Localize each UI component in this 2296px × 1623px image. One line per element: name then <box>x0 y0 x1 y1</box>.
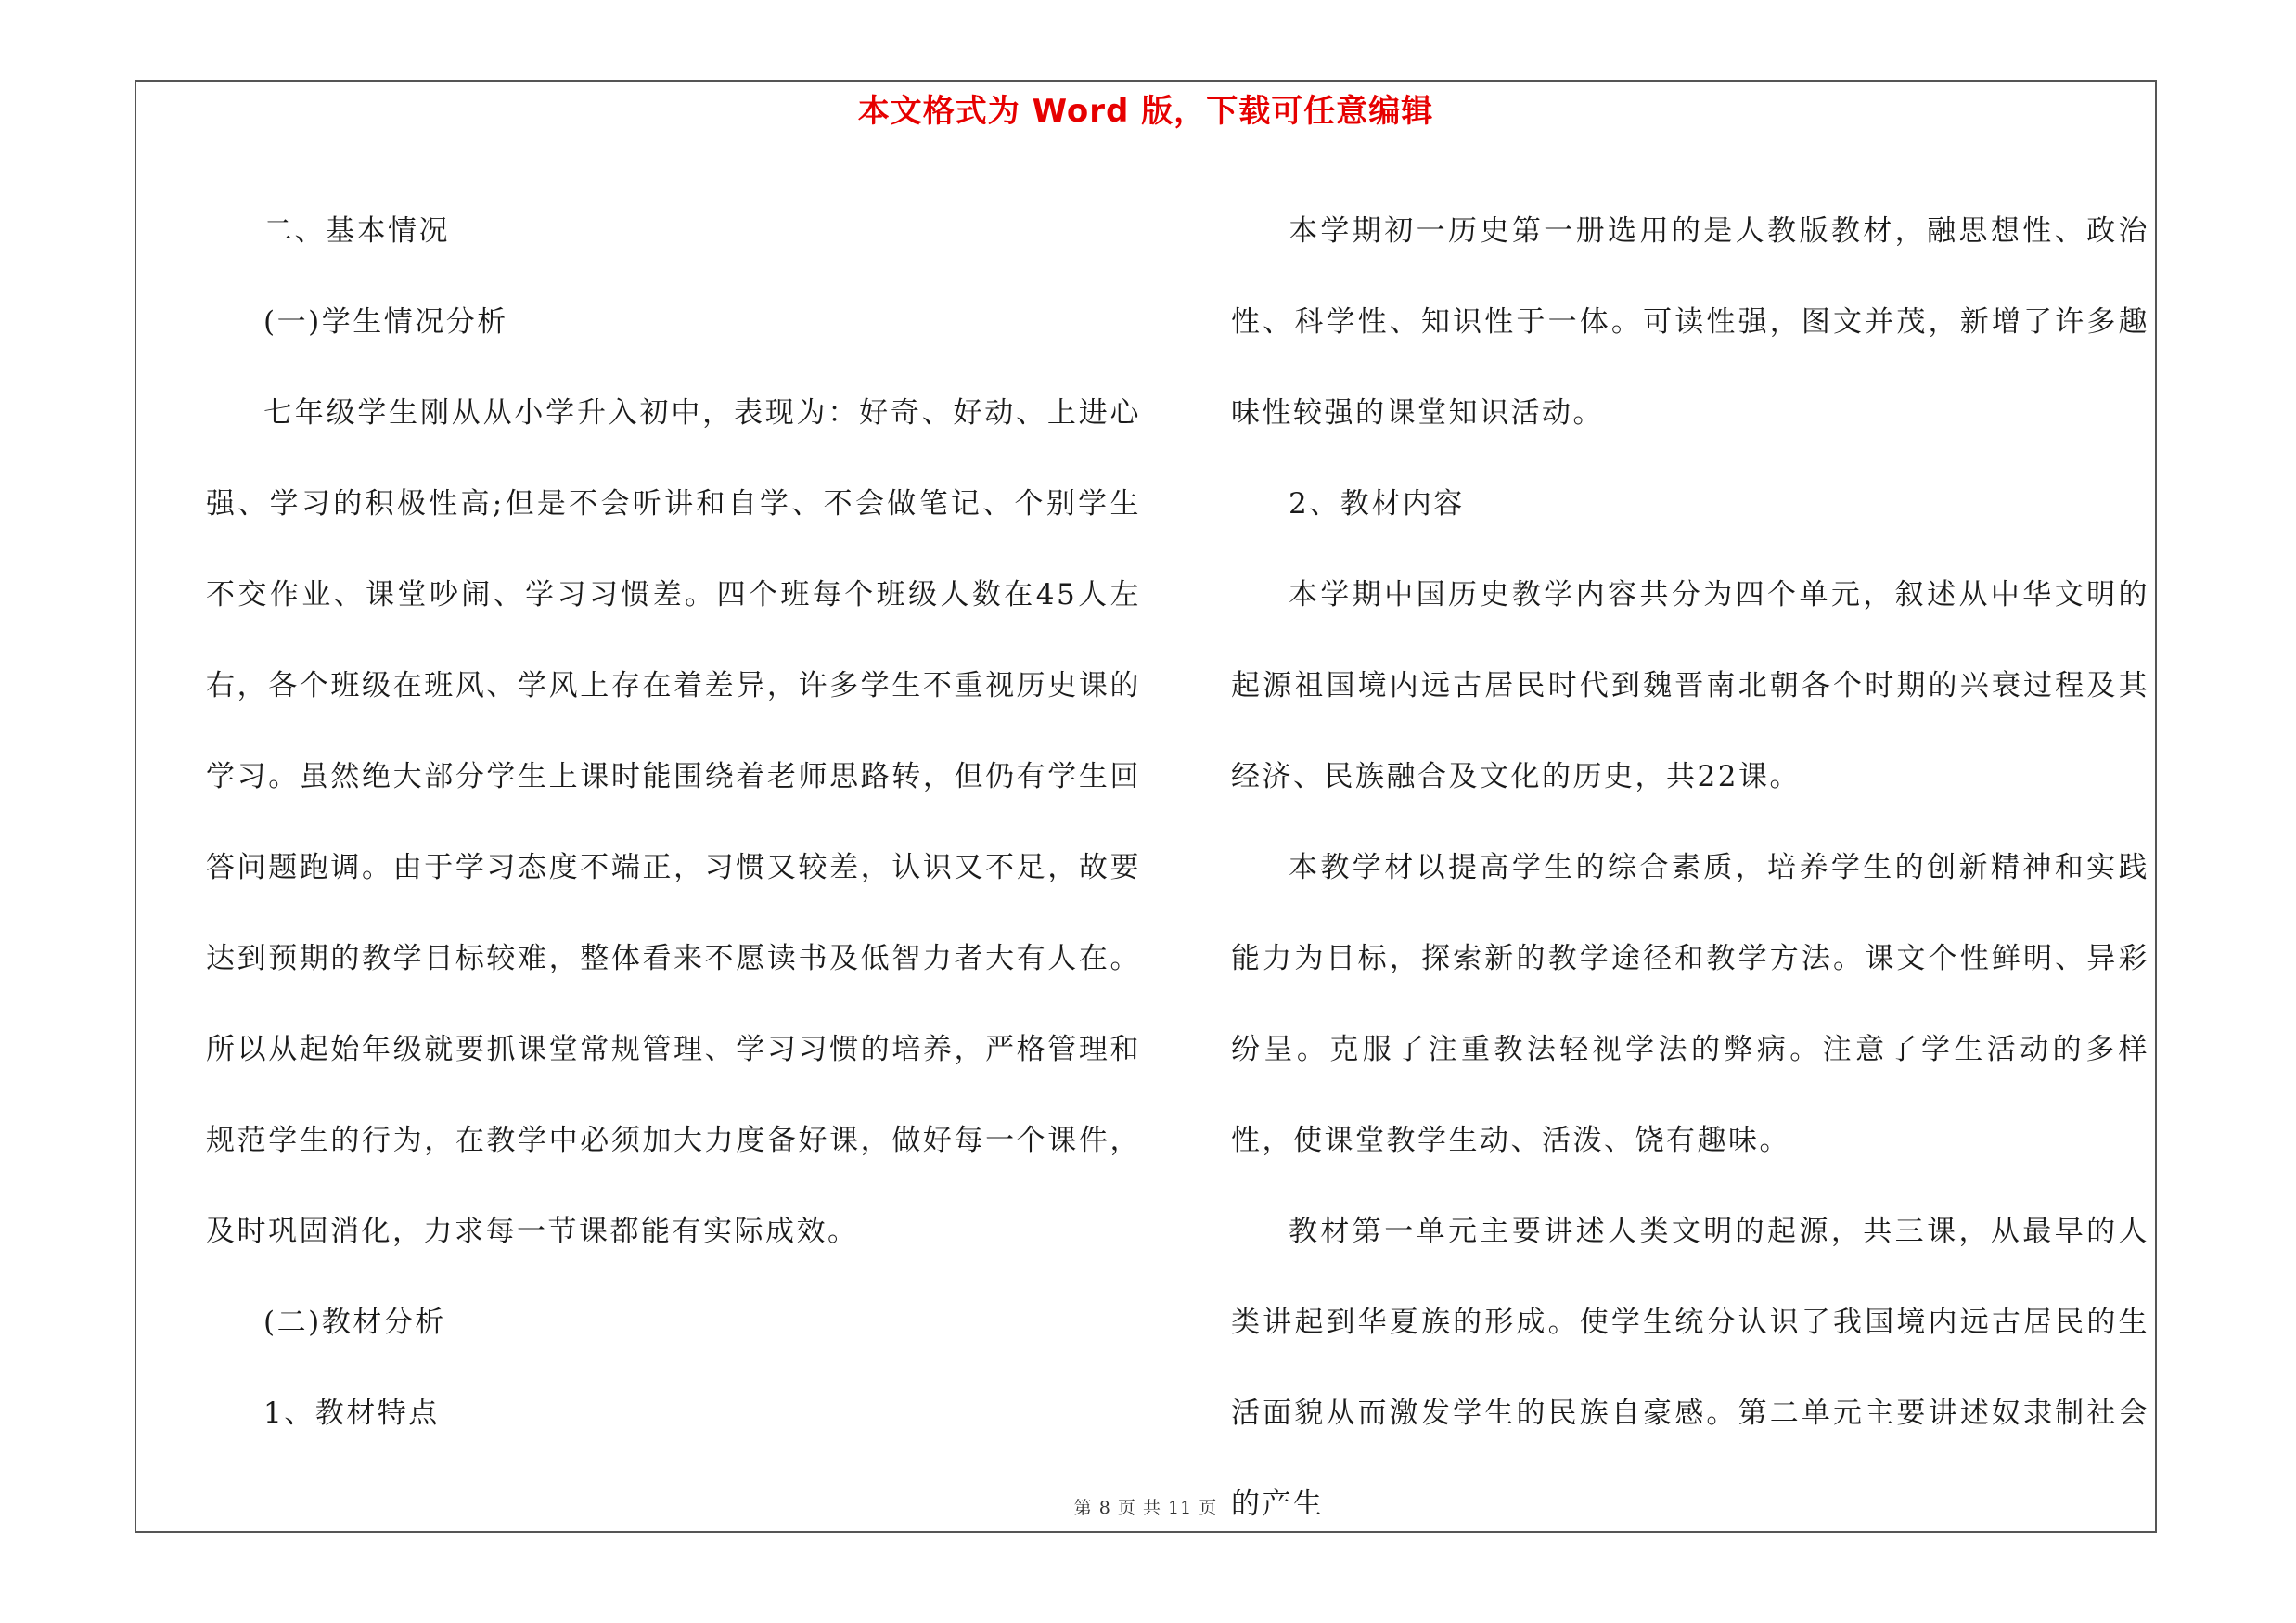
subheading-textbook-analysis: (二)教材分析 <box>263 1306 446 1339</box>
subheading-student-analysis: (一)学生情况分析 <box>263 305 508 339</box>
paragraph-teaching-content: 本学期中国历史教学内容共分为四个单元，叙述从中华文明的起源祖国境内远古居民时代到魏晋南北朝各个时期的兴衰过程及其经济、民族融合及文化的历史，共22课。 <box>1231 578 2149 793</box>
paragraph-textbook-features: 本学期初一历史第一册选用的是人教版教材，融思想性、政治性、科学性、知识性于一体。可读性强，图文并茂，新增了许多趣味性较强的课堂知识活动。 <box>1231 214 2149 430</box>
paragraph-student-analysis: 七年级学生刚从从小学升入初中，表现为：好奇、好动、上进心强、学习的积极性高;但是不会听讲和自学、不会做笔记、个别学生不交作业、课堂吵闹、学习习惯差。四个班每个班级人数在45人左右，各个班级在班风、学风上存在着差异，许多学生不重视历史课的学习。虽然绝大部分学生上课时能围绕着老师思路转，但仍有学生回答问题跑调。由于学习态度不端正，习惯又较差，认识又不足，故要达到预期的教学目标较难，整体看来不愿读书及低智力者大有人在。所以从起始年级就要抓课堂常规管理、学习习惯的培养，严格管理和规范学生的行为，在教学中必须加大力度备好课，做好每一个课件，及时巩固消化，力求每一节课都能有实际成效。 <box>206 396 1141 1248</box>
subheading-textbook-content: 2、教材内容 <box>1289 487 1465 521</box>
section-heading-basic-situation: 二、基本情况 <box>263 214 450 248</box>
subheading-textbook-features: 1、教材特点 <box>263 1397 440 1430</box>
paragraph-teaching-goals: 本教学材以提高学生的综合素质，培养学生的创新精神和实践能力为目标，探索新的教学途径和教学方法。课文个性鲜明、异彩纷呈。克服了注重教法轻视学法的弊病。注意了学生活动的多样性，使课堂教学生动、活泼、饶有趣味。 <box>1231 851 2149 1157</box>
format-banner: 本文格式为 Word 版，下载可任意编辑 <box>857 93 1434 130</box>
left-column <box>206 186 1141 1459</box>
page-number-footer: 第 8 页 共 11 页 <box>1073 1498 1218 1518</box>
right-column <box>1231 186 2149 1550</box>
paragraph-unit-overview: 教材第一单元主要讲述人类文明的起源，共三课，从最早的人类讲起到华夏族的形成。使学生统分认识了我国境内远古居民的生活面貌从而激发学生的民族自豪感。第二单元主要讲述奴隶制社会的产生 <box>1231 1215 2149 1521</box>
